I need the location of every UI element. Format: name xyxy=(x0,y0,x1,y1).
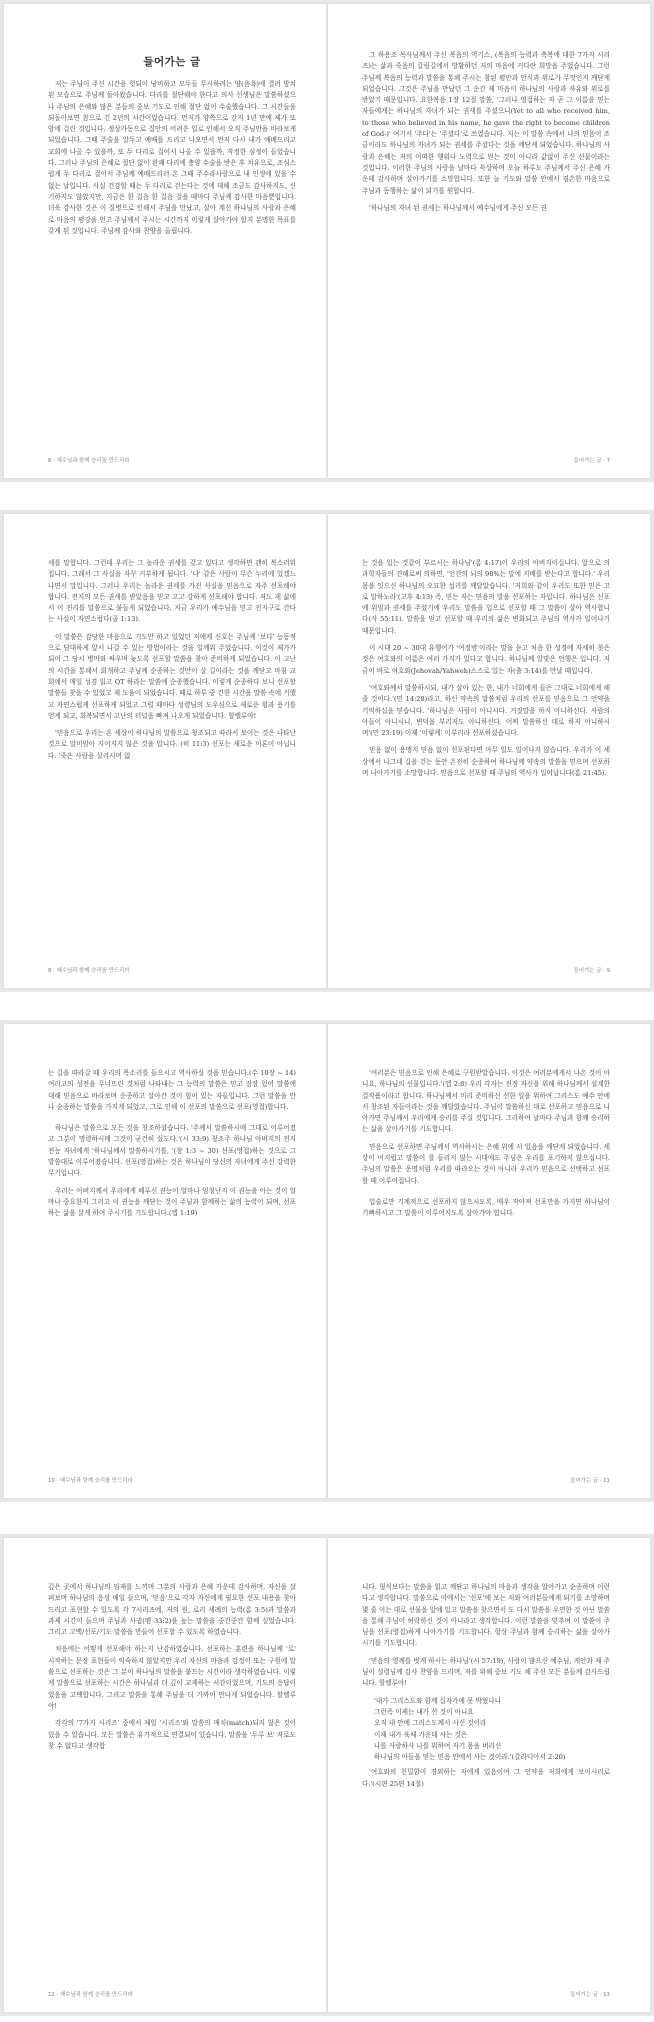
page-body xyxy=(48,48,296,243)
paragraph: '하나님의 자녀 된 권세는 하나님께서 예수님에게 주신 모든 권 xyxy=(369,203,547,212)
paragraph: '여러분은 믿음으로 인해 은혜로 구원받았습니다. 이것은 여러분에게서 나온 것이 아니요, 하나님의 선물입니다.'(엡 2:8) 우리 각자는 진정 자신을 위해 하나님께서 설계한 걸작품이라고 합니다. 하나님께서 미리 준비하신 선한 일을 위하여 그리스도 예수 안에서 창조된 자들이라는 것을 깨달았습니다. 주님이 말씀하신 대로 선포하고 믿음으로 나아가면 주님께서 우리에게 승리를 주실 것입니다. 그리하여 날마다 주님과 함께 승리하는 삶을 살아가기를 기도합니다. xyxy=(362,1069,610,1134)
verse-line: 오직 내 안에 그리스도께서 사신 것이라 xyxy=(374,1719,487,1728)
paragraph: 믿음 없이 용맹지 믿음 없이 선포된다면 아무 일도 일어나지 않습니다. 우리가 이 세상에서 나그네 길을 걷는 동안 온전히 순종하여 하나님께 약속의 말씀을 믿으며 선포하며 나아가기를 소망합니다. 믿음으로 선포할 때 주님의 역사가 일어납니다(롬 21:45). xyxy=(362,746,610,778)
page-body xyxy=(362,558,610,785)
page-11 xyxy=(328,1024,650,1498)
verse-line: 이제 내가 육체 가운데 사는 것은 xyxy=(374,1730,468,1739)
page-9 xyxy=(328,514,650,988)
paragraph: 깊은 곳에서 하나님의 임재를 느끼며 그분의 사랑과 은혜 가운데 감사하며, 자신을 살펴보며 하나님의 음성 매일 들으며, '믿음'으로 각자 자신에게 필요한 선포 내용을 찾아 드리고 표현할 수 있도록 각 7시리즈에, 저의 원, 로리 세례의 능력(롬 3:5)과 말씀과 과제 시간이 들으며 주님과 사귐(렘 33:2)을 높는 말씀을 중간중간 함께 실었습니다. 그리고 고백/선포/기도 말씀을 만들어 선포할 수 있도록 하였습니다. xyxy=(48,1583,296,1637)
paragraph: 그 하용조 목사님께서 주신 복음의 역기스, (복음의 능력과 축복에 대한 7가지 시리즈)는 삶과 죽음의 갈림길에서 방황하던 저의 마음에 커다란 희망을 주었습니다. 그런 주님께 복음의 능력과 말씀을 통해 주시는 참된 평안과 안식과 위로가 무엇인지 깨닫게 되었습니다. 그것은 주님을 만났던 그 순간 제 마음이 하나님의 사랑과 자유와 위로를 받았기 때문입니다. 요한복음 1장 12절 말씀, '그러나 영접하는 자 곧 그 이름을 믿는 자들에게는 하나님의 자녀가 되는 권세를 주셨으니(Yet to all who received him, to those who believed in his name, he gave the right to become children of God-)' 여기서 '주다'는 '주셨다'로 쓰였습니다. 저는 이 말씀 속에서 나의 믿음이 조금이라도 하나님의 자녀가 되는 권세를 주셨다는 것을 깨닫게 되었습니다. 하나님의 사랑과 은혜는 저의 어떠한 행위나 노력으로 얻는 것이 아니라 값없이 주신 선물이라는 것입니다. 이러한 주님의 사랑을 날마다 묵상하며 오늘 하루도 주님께서 주신 은혜 가운데 감사하며 살아가기를 소망합니다. 또한 늘 기도와 말씀 안에서 겸손한 마음으로 주님과 동행하는 삶이 되기를 원합니다. xyxy=(362,51,610,195)
paragraph: 이 시대 20 ~ 30대 유행어가 '여정범'이라는 말을 듣고 처음 한 성경에 자세히 찾은 것은 여호와의 이름은 여러 가지가 있다고 합니다. 하나님께 알맞은 언행은 입니다. 지금이 바로 여호와(Jehovah/Yahweh)스스로 있는 자(출 3:14)를 만날 때입니다. xyxy=(362,644,610,675)
page-footer: 들어가는 글 · 9 xyxy=(573,968,610,974)
scripture-verse xyxy=(362,1696,610,1764)
page-body xyxy=(48,1068,296,1226)
paragraph: 처음에는 어떻게 선포해야 하는지 난감하였습니다. 선포하는 훈련을 하나님께 '로' 시작하는 문장 표현들이 익숙하지 않았지만 우리 자신의 마음과 감정이 또는 구원에 말씀으로 선포하는 것은 그 분이 하나님의 말씀을 붙드는 시간이라 생각하였습니다. 이렇게 말씀으로 선포하는 시간은 하나님과 더 깊이 교제하는 시간이었으며, 기도의 응답이었음을 고백합니다. 그리고 말씀을 통해 주님을 더 가까이 만나게 되었습니다. 할렐루야! xyxy=(48,1645,296,1710)
page-13 xyxy=(328,1538,650,2012)
paragraph: 는 길을 따라갈 때 우리의 목소리를 들으시고 역사하실 것을 믿습니다.(수 10장 ~ 14) 여리고의 성전을 무너뜨린 것처럼 나타내는 그 능력의 말씀은 믿고 잠잠 있어 말씀에 대해 믿음으로 바라보며 순종하고 살아간 것이 힘이 있는 자들입니다. 그런 말씀을 만나 순종하는 말씀을 가지게 되었고, 그로 인해 이 선포의 말씀으로 선포(영접)합니다. xyxy=(48,1069,296,1111)
paragraph: 는 것을 있는 것같이 부르시는 하나님'(롬 4:17)이 우리의 아버지이십니다. 앞으로 의 과학자들의 견해로써 의하면, '인간의 뇌의 98%는 말에 지배를 받는다고 합니다.' 우리 몸을 잇으신 하나님의 오묘한 섭리를 깨달았습니다. '저희와 같이 우리도 또한 믿은 고로 말하노라'(고후 4:13) 즉, 믿는 자는 믿음의 말을 선포하는 자입니다. 하나님은 선포에 위엄과 권세를 주셨기에 우리도 말씀을 입으로 선포할 때 그 말씀이 살아 역사합니다(사 55:11). 말씀을 믿고 선포할 때 우리의 삶은 변화되고 주님의 역사가 일어나기 때문입니다. xyxy=(362,559,610,635)
page-body xyxy=(48,1582,296,1758)
page-spread-4 xyxy=(0,1534,654,2016)
page-footer: 12 · 예수님과 함께 승리를 만드리라 xyxy=(48,1992,133,1998)
paragraph: '여호와께서 말씀하시되, 내가 살아 있는 한, 내가 너희에게 들은 그대로 너희에게 해 줄 것이다.'(민 14:28)라고, 하신 약속의 말씀처럼 우리의 선포를 믿음으로 그 언약을 기억하십을 믿습니다. '하나님은 사람이 아니시다. 거짓말을 하지 아니하신다. 사람의 아들이 아니시니, 변덕을 부리지도 아니하신다. 어찌 말씀하신 대로 하지 아니하시며'(민 23:19) 이제 '이렇게' 이루리라 선포하셨습니다. xyxy=(362,683,610,738)
page-12 xyxy=(4,1538,326,2012)
page-6 xyxy=(4,4,326,478)
page-10 xyxy=(4,1024,326,1498)
paragraph: 입술로만 기계적으로 선포하지 않으시도록, 매우 작아져 선포만을 가지면 하나님이 기뻐하시고 그 말씀이 이루어지도록 살아가야 합니다. xyxy=(362,1197,610,1218)
page-footer: 들어가는 글 · 11 xyxy=(570,1478,610,1484)
page-footer: 들어가는 글 · 13 xyxy=(570,1992,610,1998)
page-footer: 10 · 예수님과 함께 승리를 만드리라 xyxy=(48,1478,133,1484)
page-body xyxy=(48,558,296,768)
page-spread-2 xyxy=(0,510,654,992)
paragraph: 하나님은 말씀으로 모든 것을 창조하셨습니다. '주께서 말씀하시매 그대로 이루어졌고 그분이 명령하시매 그것이 굳건히 섰도다.'(시 33:9) 창조주 하나님 아버지의 전지 전능 자녀에게 '하나님께서 말씀하시기를, '(창 1:3 ~ 30) 선포(영접)하는 것으로 그 말씀대로 이루어졌습니다. 선포(영접)하는 것은 하나님이 당신의 자녀에게 주신 강력한 무기입니다. xyxy=(48,1124,296,1178)
verse-line: 나를 사랑하사 나를 위하여 자기 몸을 버리신 xyxy=(374,1741,502,1750)
paragraph: 이 말씀은 감당한 마음으로 기도만 하고 있었던 저에게 신호는 주님께 '보다' 능동적으로 담대하게 앞서 나갈 수 있는 방법이라는 것을 일깨워 주었습니다. 이것이 제가가 되어 그 당시 병마와 싸우며 늦도록 선포할 말씀을 찾아 준비하게 되었습니다. 이 고난의 시간을 통해서 회개하고 주님께 순종하는 것만이 살 길이라는 것을 깨닫고 마침 교회에서 매일 성경 읽고 QT 하라는 말씀에 순종했습니다. 이렇게 순종하다 보니 선포할 말씀들 찾을 수 있었고 제 도움이 되었습니다. 때로 하루 중 긴한 시간을 말씀 속에 거했고 자연스럽게 선포하게 되었고 그럴 때마다 성령님의 도우심으로 새로운 힘과 용기를 얻게 되고, 회복되면서 고난의 터널을 빠져 나오게 되었습니다. 할렐루야! xyxy=(48,632,297,720)
paragraph: 우리는 아버지께서 우리에게 베푸신 권능이 얼마나 엄청난지 이 권능을 아는 것이 얼마나 중요한지 그리고 이 권능을 깨닫는 것이 주님과 함께하는 삶의 능력이 되며, 선포하는 삶을 살게 하여 주시기를 기도합니다.(엡 1:19) xyxy=(48,1186,296,1218)
paragraph: 저는 주님이 주신 시간을 헛되이 낭비하고 모두들 무시하려는 양(음욕)에 결려 방치된 모습으로 주님께 돌아왔습니다. 다리를 절단해야 한다고 의사 선생님은 말씀하셨으나 주님의 은혜와 많은 분들의 중보 기도로 인해 절단 없이 수술했습니다. 그 시간들을 되돌아보면 참으로 긴 2년의 시간이었습니다. 먼저가 양쪽으로 간지 1년 만에 제가 또 암에 걸린 것입니다. 정상가동으로 집안의 어려운 일로 인해서 오직 주님만을 바라보게 되었습니다. 그때 주술을 알두고 예배를 드리고 나오면서 먼저 다시 내가 예배드리고 교회에 나올 수 있을까, 또 두 다리로 걸어서 나올 수 있을까, 작정한 심정이 들었습니다. 그러나 주님의 은혜로 절단 없이 완쾌 다리에 충양 수술을 받은 후 치유으로, 조심스럽게 두 다리로 걸어서 주님께 예배드리러 온 그때 주수라사랑으로 내 인생에 있을 수 없는 날입니다. 사실 건강할 때는 두 다리로 걷는다는 것에 대해 조금도 감사하지도, 신기하지도 않았지만, 지금은 한 걸음 한 걸음 걸을 때마다 주님께 감사한 마음뿐입니다. 더욱 감사한 것은 이 질병으로 인해서 주님을 만났고, 살아 계신 하나님의 사랑과 은혜로 마음의 평강을 얻고 주님께서 주시는 시간까지 이렇게 살아가야 할지 분명한 목표를 갖게 된 것입니다. 주님께 감사와 찬양을 올립니다. xyxy=(48,80,297,235)
page-body xyxy=(362,1068,610,1226)
paragraph: '믿음으로 우리는 온 세상이 하나님의 말씀으로 창조되고 따라서 보이는 것은 나타난 것으로 말미암아 지어지지 않은 것을 압니다. (히 11:3) 선포는 새로운 이론이 아닙니다. '죽은 사람을 살리시며 없 xyxy=(48,729,296,760)
verse-line: 하나님의 아들을 믿는 믿음 안에서 사는 것이라.'(갈라디아서 2:20) xyxy=(374,1753,566,1762)
page-footer: 6 · 예수님과 함께 승리를 만드리라 xyxy=(48,458,130,464)
page-spread-1 xyxy=(0,0,654,482)
page-spread-3 xyxy=(0,1020,654,1502)
paragraph: 세를 말합니다. 그런데 우리는 그 놀라운 권세를 갖고 있다고 생각하면 괜히 복스러워집니다. 그래서 그 사실을 자꾸 거부하게 됩니다. '나' 같은 사람이 무슨 누리에 있겠느냐면서 말입니다. 그러나 우리는 놀라운 권세를 가진 사실을 믿음으로 자주 선포해야 합니다. 전지의 모든 권세를 받았음을 믿고 고고 강하게 선포해야 합니다. 저도 제 삶에서 이 진리를 말씀으로 붙들게 되었습니다. 지금 우리가 예수님을 믿고 전지구로 간다는 사실이 자연스럽다(골 1:13). xyxy=(48,559,296,624)
verse-line: 그런즉 이제는 내가 산 것이 아니요 xyxy=(374,1707,474,1716)
page-footer: 8 · 예수님과 함께 승리를 만드리라 xyxy=(48,968,130,974)
page-7 xyxy=(328,4,650,478)
page-body xyxy=(362,50,610,220)
paragraph: 니다. 형식보다는 말씀을 읽고 깨닫고 하나님의 마음과 생각을 알아가고 순종하며 이런다고 생각합니다. 말씀으로 이에서는 '선포'에 보는 저와 여러분들에게 되기를 소망하며 몇 줄 이는 대로 선물을 앞에 있고 말씀을 찾으면서 도 다시 말씀을 우연한 것 아닌 말씀을 통해 주님이 허락하신 것이 아니라고 생각합니다. 이런 말씀을 맞추며 이 말씀이 주님을 선포(영접)하게 나아가기를 기도합니다. 항상 주님과 함께 승리하는 삶을 살아가시기를 기도합니다. xyxy=(362,1583,611,1648)
page-footer: 들어가는 글 · 7 xyxy=(573,458,610,464)
page-8 xyxy=(4,514,326,988)
verse-line: '내가 그리스도와 함께 십자가에 못 박혔나니 xyxy=(374,1696,501,1705)
paragraph: 각각의 '7가지 시리즈' 중에서 제일 '시리즈'와 말씀의 매치(match)되지 않은 것이 있을 수 있습니다. 모든 말씀은 유기적으로 연결되어 있습니다. 말씀을 '두루 보' 자로도 찾 수 없다고 생각합 xyxy=(48,1719,296,1750)
closing-verse: '여호와의 친밀함이 경외하는 자에게 있음이여 그 언약을 저희에게 보이시리로다.'(시편 25편 14절) xyxy=(362,1768,610,1788)
paragraph: 믿음으로 선포하면 주님께서 역사하시는 은혜 위에 서 있음을 깨닫게 되었습니다. 세상이 어지럽고 말씀이 잘 들리지 않는 시대에도 주님은 우리를 포기하지 않으십니다. 주님의 말씀은 운명처럼 우리를 따라오는 것이 아니라 우리가 믿음으로 선택하고 선포할 때 이루어집니다. xyxy=(362,1142,610,1185)
page-body xyxy=(362,1582,610,1796)
paragraph: '믿음의 영께를 벗게 하시는 하나님'(시 57:19), 사랑이 많으신 예수님, 게안과 제 주님이 성령님께 감사 찬양을 드리며, 저를 위해 중보 기도 해 주신 모든 분들께 감사드립니다. 할렐루야! xyxy=(362,1656,610,1688)
chapter-heading: 들어가는 글 xyxy=(143,56,201,68)
